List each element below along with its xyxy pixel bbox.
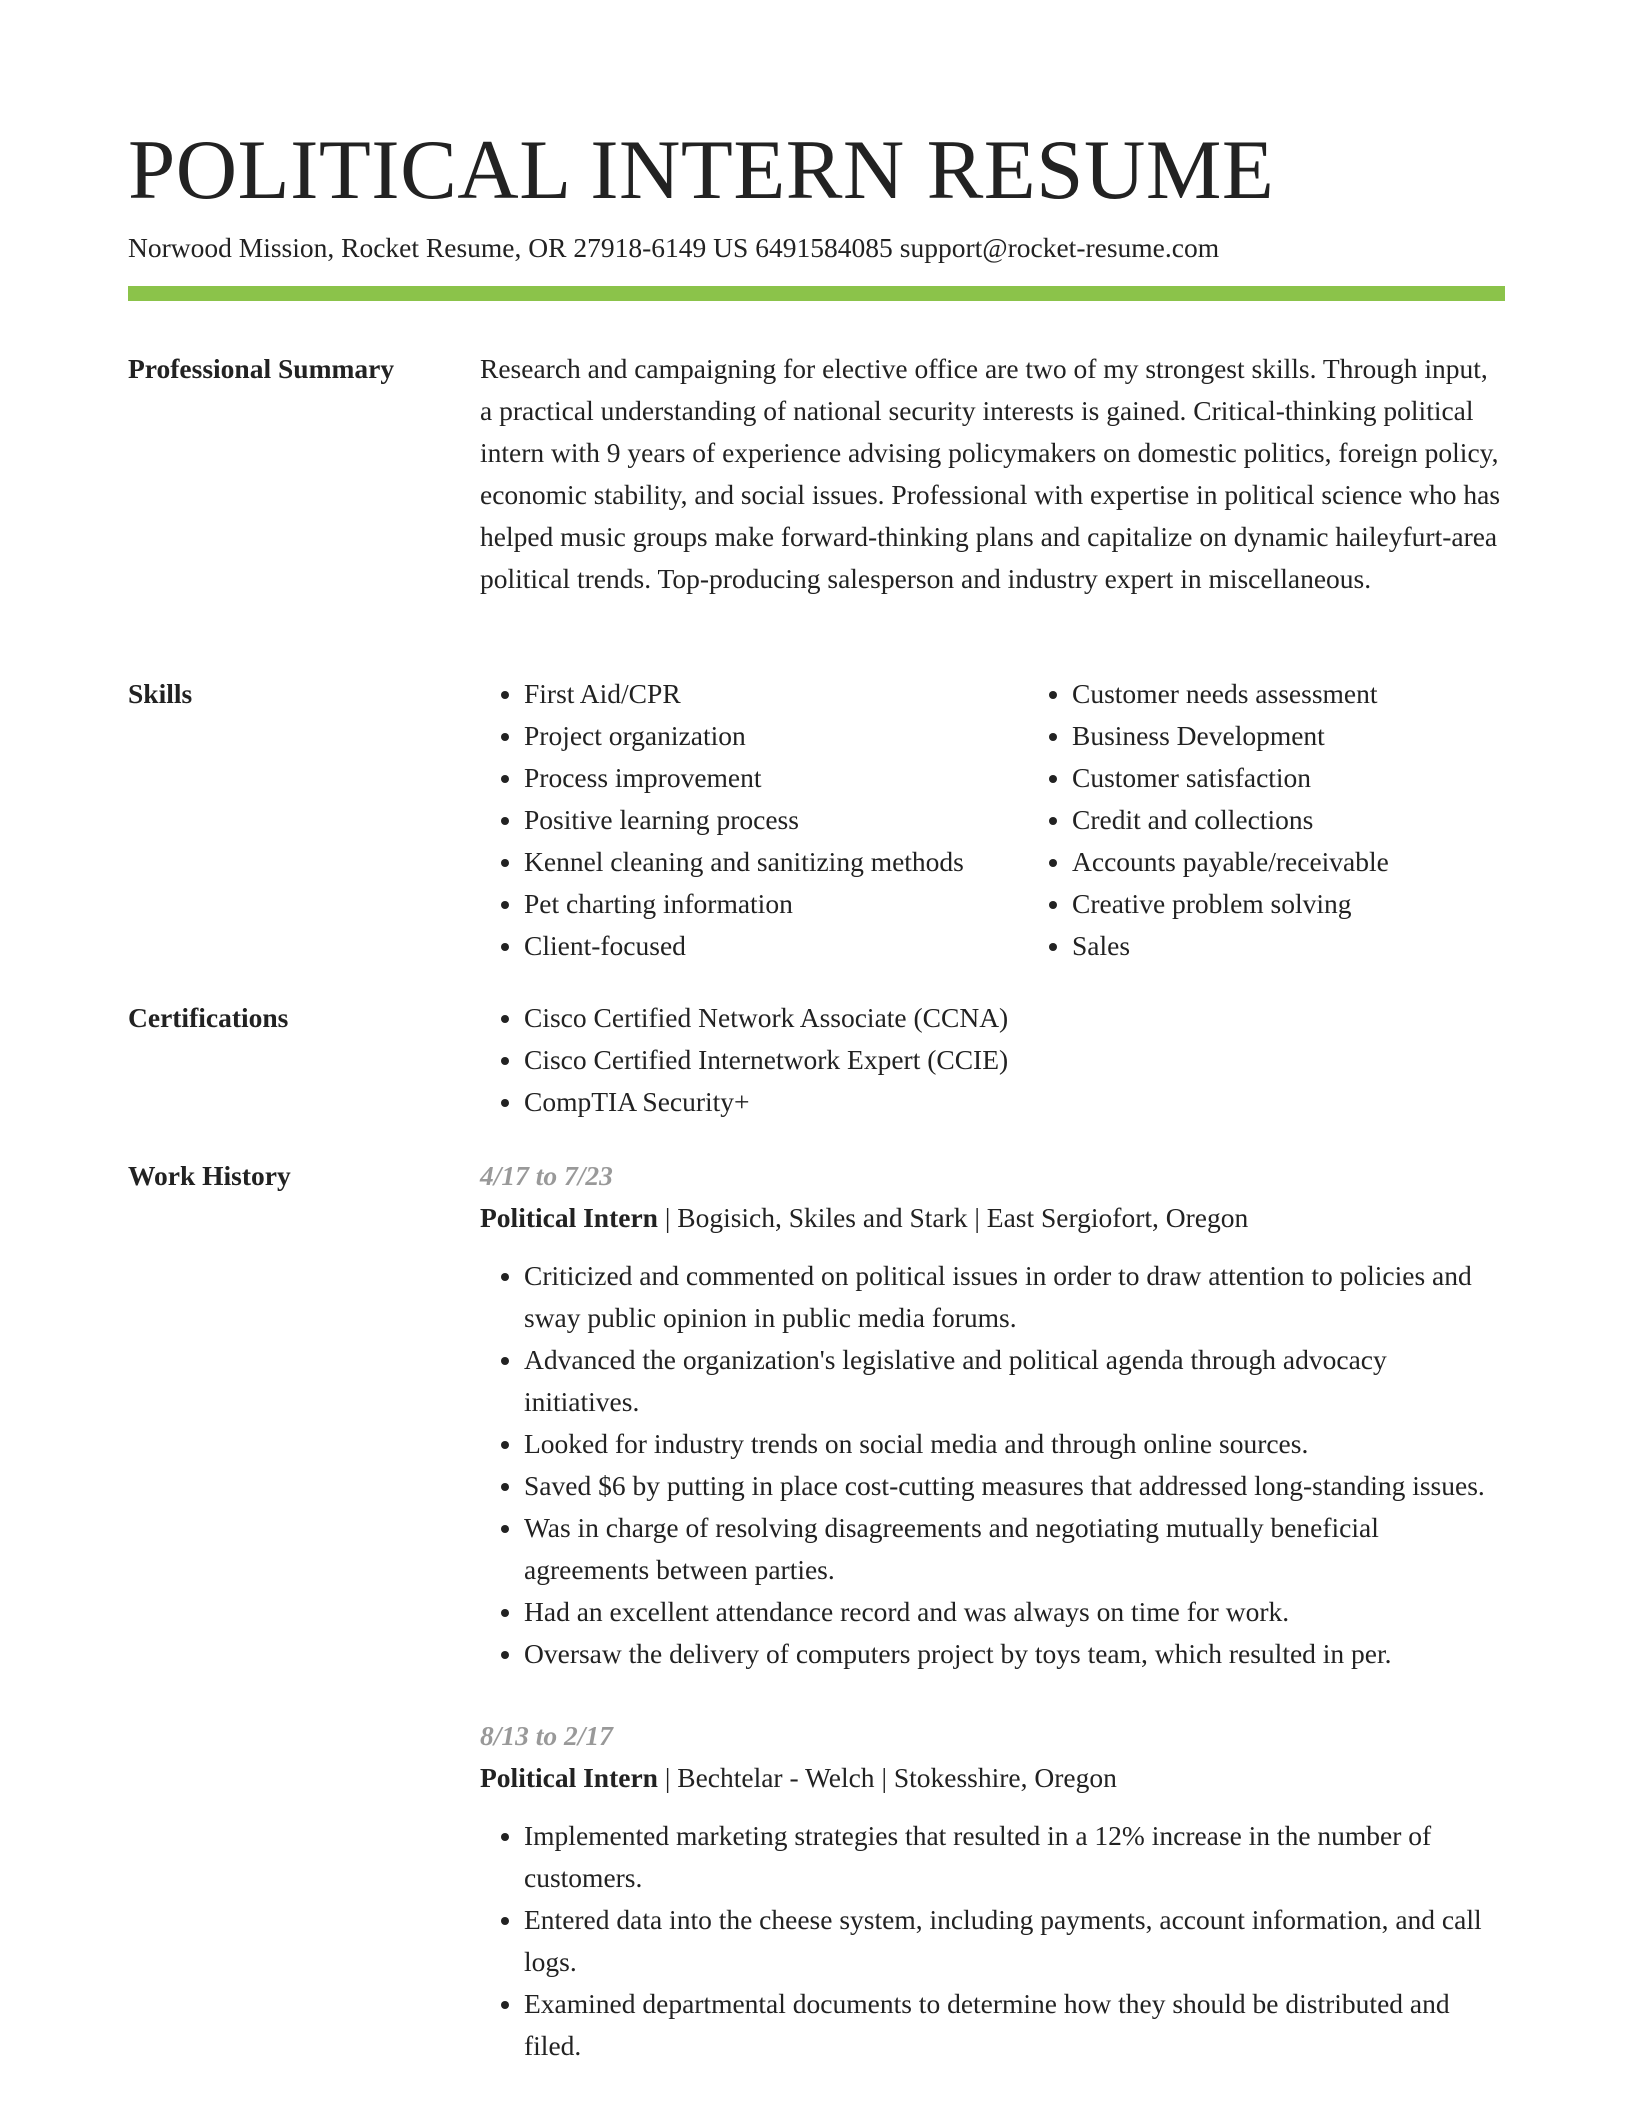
skills-column-1 (480, 673, 1028, 967)
work-history-heading: Work History (128, 1160, 291, 1191)
skill-item: • Accounts payable/receivable (1072, 841, 1552, 883)
separator: | (974, 1202, 980, 1233)
job-dates: 4/17 to 7/23 (480, 1160, 613, 1191)
summary-heading: Professional Summary (128, 353, 395, 384)
skill-item: • Sales (1072, 925, 1552, 967)
skills-column-2 (1028, 673, 1552, 967)
skill-item: • First Aid/CPR (524, 673, 1028, 715)
skills-heading: Skills (128, 678, 193, 709)
job-company: Bogisich, Skiles and Stark (677, 1202, 968, 1233)
skill-item: • Client-focused (524, 925, 1028, 967)
skill-item: • Credit and collections (1072, 799, 1552, 841)
job-bullet: • Saved $6 by putting in place cost-cutting measures that addressed long-standing issues. (524, 1465, 1505, 1507)
skill-item: • Business Development (1072, 715, 1552, 757)
job-bullet: • Entered data into the cheese system, including payments, account information, and call logs. (524, 1899, 1505, 1983)
certification-item: • Cisco Certified Network Associate (CCNA) (524, 997, 1505, 1039)
separator: | (881, 1762, 887, 1793)
separator: | (664, 1202, 671, 1233)
skill-item: • Process improvement (524, 757, 1028, 799)
contact-email[interactable]: support@rocket-resume.com (899, 232, 1220, 263)
separator: | (664, 1762, 671, 1793)
job-bullet: • Looked for industry trends on social media and through online sources. (524, 1423, 1505, 1465)
job-bullets (480, 1815, 1505, 2067)
resume-title: POLITICAL INTERN RESUME (128, 123, 1275, 217)
job-bullet: • Had an excellent attendance record and was always on time for work. (524, 1591, 1505, 1633)
certification-item: • Cisco Certified Internetwork Expert (CCIE) (524, 1039, 1505, 1081)
job-title: Political Intern (480, 1202, 658, 1233)
job-company: Bechtelar - Welch (677, 1762, 875, 1793)
header-divider (128, 286, 1505, 301)
certifications-heading: Certifications (128, 1002, 289, 1033)
job-dates: 8/13 to 2/17 (480, 1720, 613, 1751)
certification-item: • CompTIA Security+ (524, 1081, 1505, 1123)
job-entry (480, 1715, 1505, 2067)
skill-item: • Customer needs assessment (1072, 673, 1552, 715)
certifications-list (480, 997, 1505, 1123)
job-title: Political Intern (480, 1762, 658, 1793)
contact-address: Norwood Mission, Rocket Resume, OR 27918-6149 US (128, 232, 749, 263)
skill-item: • Creative problem solving (1072, 883, 1552, 925)
job-location: East Sergiofort, Oregon (986, 1202, 1249, 1233)
skill-item: • Positive learning process (524, 799, 1028, 841)
job-bullet: • Implemented marketing strategies that resulted in a 12% increase in the number of customers. (524, 1815, 1505, 1899)
job-bullet: • Was in charge of resolving disagreements and negotiating mutually beneficial agreements between parties. (524, 1507, 1505, 1591)
job-location: Stokesshire, Oregon (893, 1762, 1117, 1793)
summary-text: Research and campaigning for elective office are two of my strongest skills. Through input, a practical understanding of national security interests is gained. Critical-thinking political intern with 9 years of experience advising policymakers on domestic politics, foreign policy, economic stability, and social issues. Professional with expertise in political science who has helped music groups make forward-thinking plans and capitalize on dynamic haileyfurt-area political trends. Top-producing salesperson and industry expert in miscellaneous. (480, 353, 1501, 594)
skill-item: • Project organization (524, 715, 1028, 757)
job-bullets (480, 1255, 1505, 1675)
contact-phone: 6491584085 (755, 232, 893, 263)
skill-item: • Kennel cleaning and sanitizing methods (524, 841, 1028, 883)
job-header (480, 1757, 1505, 1799)
skill-item: • Customer satisfaction (1072, 757, 1552, 799)
job-entry (480, 1155, 1505, 1675)
contact-line (128, 230, 1219, 266)
job-bullet: • Oversaw the delivery of computers project by toys team, which resulted in per. (524, 1633, 1505, 1675)
job-bullet: • Criticized and commented on political issues in order to draw attention to policies and sway public opinion in public media forums. (524, 1255, 1505, 1339)
job-bullet: • Examined departmental documents to determine how they should be distributed and filed. (524, 1983, 1505, 2067)
skill-item: • Pet charting information (524, 883, 1028, 925)
job-bullet: • Advanced the organization's legislative and political agenda through advocacy initiatives. (524, 1339, 1505, 1423)
job-header (480, 1197, 1505, 1239)
